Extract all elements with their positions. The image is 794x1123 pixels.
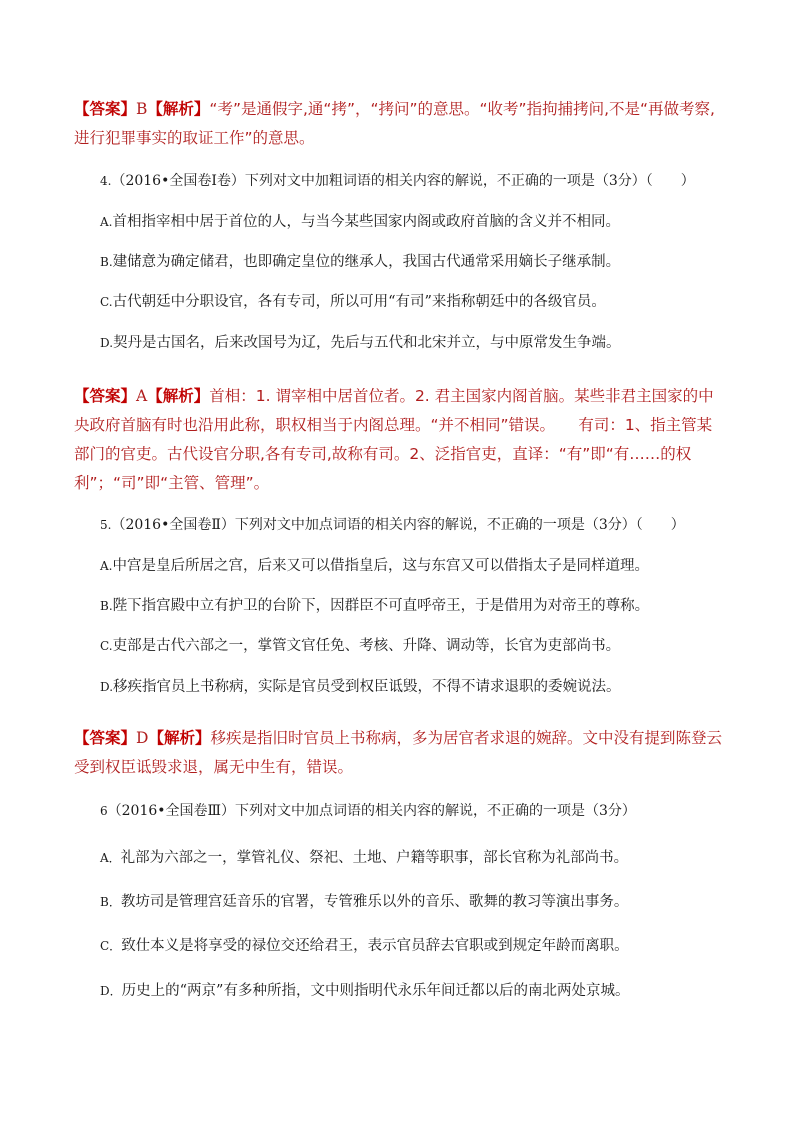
option-label: D.: [100, 336, 114, 350]
option-label: B．: [100, 895, 121, 909]
question-5-option-d: [100, 676, 621, 698]
answer-block-1: [74, 95, 726, 153]
answer-letter: A: [136, 387, 148, 405]
option-label: C．: [100, 939, 122, 953]
question-text: （2016•全国卷Ⅲ）下列对文中加点词语的相关内容的解说，不正确的一项是（3分）: [107, 803, 636, 819]
question-4-option-d: [100, 332, 621, 354]
question-number: 4.: [100, 174, 112, 188]
analysis-tag: 【解析】: [147, 387, 210, 405]
option-text: 陛下指宫殿中立有护卫的台阶下，因群臣不可直呼帝王，于是借用为对帝王的尊称。: [112, 598, 650, 614]
question-6-option-b: [100, 891, 628, 913]
option-text: 建储意为确定储君，也即确定皇位的继承人，我国古代通常采用嫡长子继承制。: [112, 254, 621, 270]
question-5: [100, 514, 685, 536]
option-text: 致仕本义是将享受的禄位交还给君王，表示官员辞去官职或到规定年龄而离职。: [121, 938, 629, 954]
question-5-option-c: [100, 635, 620, 657]
option-label: A.: [100, 215, 113, 229]
option-text: 吏部是古代六部之一，掌管文官任免、考核、升降、调动等，长官为吏部尚书。: [112, 638, 621, 654]
question-6-option-a: [100, 847, 628, 869]
answer-letter: D: [136, 729, 149, 747]
option-text: 契丹是古国名，后来改国号为辽，先后与五代和北宋并立，与中原常发生争端。: [113, 335, 621, 351]
option-label: B.: [100, 255, 113, 269]
question-text: （2016•全国卷Ⅰ卷）下列对文中加粗词语的相关内容的解说，不正确的一项是（3分）（ ）: [111, 173, 695, 189]
answer-tag: 【答案】: [74, 387, 137, 405]
analysis-tag: 【解析】: [148, 729, 211, 747]
option-label: C.: [100, 639, 113, 653]
option-text: 古代朝廷中分职设官，各有专司，所以可用“有司”来指称朝廷中的各级官员。: [112, 294, 606, 310]
analysis-text: 首相：1. 谓宰相中居首位者。2. 君主国家内阁首脑。某些非君主国家的中央政府首脑有时也沿用此称，职权相当于内阁总理。“并不相同”错误。 有司：1、指主管某部门的官吏。古代设官分职,各有专司,故称有司。2、泛指官吏，直译：“有”即“有……的权利”；“司”即“主管、管理”。: [74, 387, 714, 492]
question-5-option-a: [100, 555, 649, 577]
question-number: 5.: [100, 518, 112, 532]
option-text: 中宫是皇后所居之宫，后来又可以借指皇后，这与东宫又可以借指太子是同样道理。: [112, 558, 649, 574]
option-text: 历史上的“两京”有多种所指，文中则指明代永乐年间迁都以后的南北两处京城。: [121, 983, 630, 999]
option-label: A.: [100, 559, 113, 573]
analysis-tag: 【解析】: [147, 100, 210, 118]
question-4-option-c: [100, 291, 606, 313]
option-text: 首相指宰相中居于首位的人，与当今某些国家内阁或政府首脑的含义并不相同。: [112, 214, 620, 230]
question-4: [100, 170, 695, 192]
answer-block-3: [74, 724, 726, 782]
answer-letter: B: [136, 100, 148, 118]
question-4-option-a: [100, 211, 620, 233]
question-4-option-b: [100, 251, 620, 273]
answer-tag: 【答案】: [74, 100, 137, 118]
question-6-option-d: [100, 980, 629, 1002]
option-label: B.: [100, 599, 113, 613]
option-text: 教坊司是管理宫廷音乐的官署，专管雅乐以外的音乐、歌舞的教习等演出事务。: [120, 894, 629, 910]
question-6: [100, 800, 636, 822]
option-text: 移疾指官员上书称病，实际是官员受到权臣诋毁，不得不请求退职的委婉说法。: [113, 679, 621, 695]
option-label: D．: [100, 984, 122, 998]
option-text: 礼部为六部之一，掌管礼仪、祭祀、土地、户籍等职事，部长官称为礼部尚书。: [120, 850, 629, 866]
answer-block-2: [74, 382, 726, 498]
analysis-text: “考”是通假字,通“拷”，“拷问”的意思。“收考”指拘捕拷问,不是“再做考察,进行犯罪事实的取证工作”的意思。: [74, 100, 715, 147]
analysis-text: 移疾是指旧时官员上书称病，多为居官者求退的婉辞。文中没有提到陈登云受到权臣诋毁求退，属无中生有，错误。: [74, 729, 722, 776]
option-label: C.: [100, 295, 113, 309]
question-5-option-b: [100, 595, 649, 617]
option-label: D.: [100, 680, 114, 694]
question-number: 6: [100, 804, 108, 818]
question-6-option-c: [100, 935, 629, 957]
option-label: A．: [100, 851, 121, 865]
question-text: （2016•全国卷Ⅱ）下列对文中加点词语的相关内容的解说，不正确的一项是（3分）（ ）: [111, 517, 685, 533]
answer-tag: 【答案】: [74, 729, 137, 747]
